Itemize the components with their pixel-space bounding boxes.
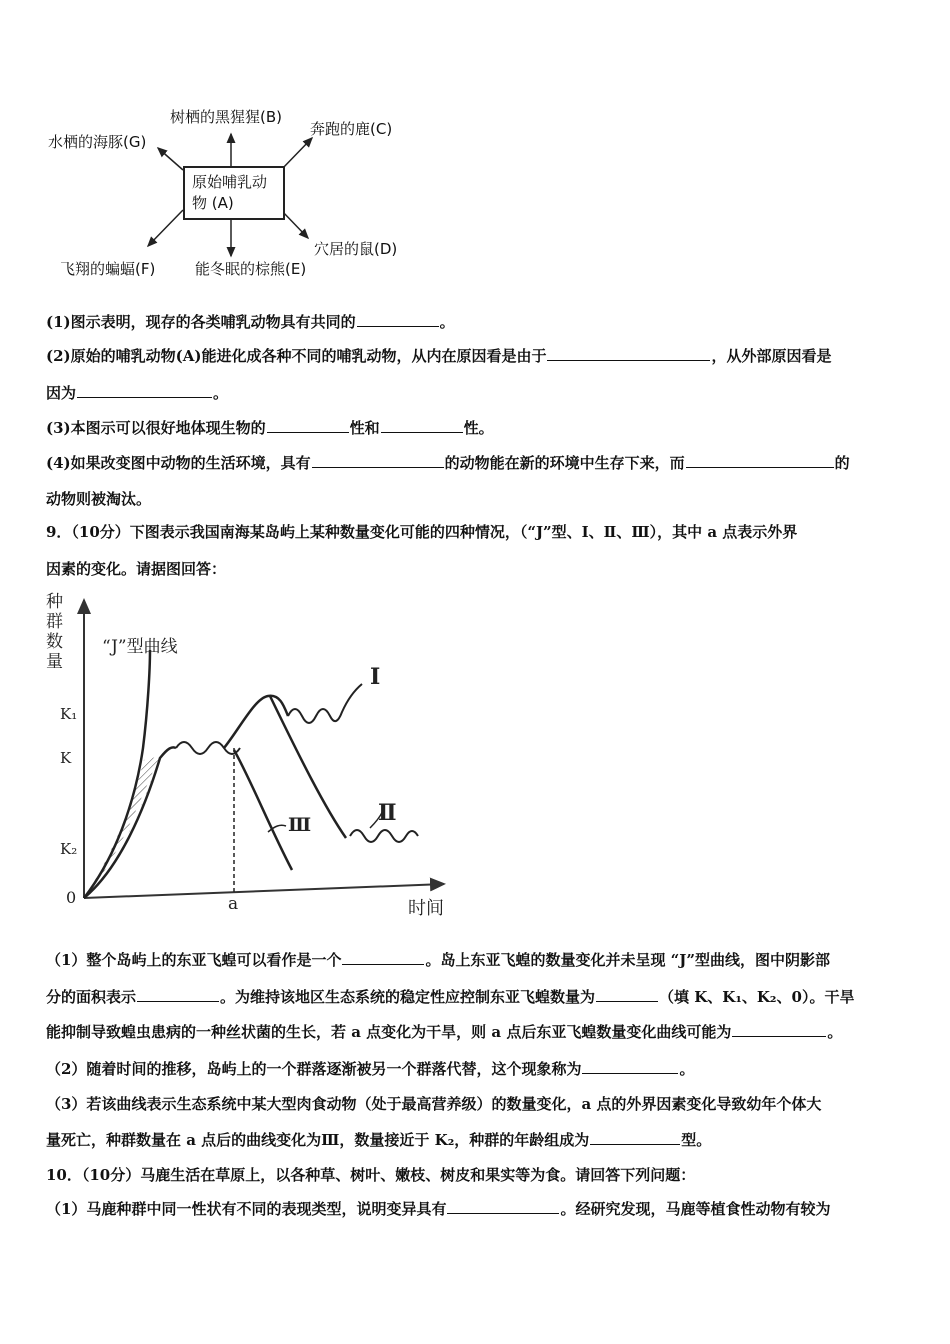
curve-I (224, 696, 288, 748)
q9-sub1-line3: 能抑制导致蝗虫患病的一种丝状菌的生长，若 a 点变化为干旱，则 a 点后东亚飞蝗数量变化曲线可能为 。 (46, 1023, 843, 1041)
answer-blank[interactable] (547, 346, 710, 361)
answer-blank[interactable] (267, 418, 349, 433)
answer-blank[interactable] (447, 1199, 559, 1214)
population-curves-figure (40, 588, 460, 928)
answer-blank[interactable] (582, 1059, 678, 1074)
label-dolphin: 水栖的海豚(G) (48, 133, 147, 151)
k-oscillation (176, 742, 240, 754)
answer-blank[interactable] (312, 453, 444, 468)
q9-heading-line2: 因素的变化。请据图回答： (46, 560, 227, 578)
answer-blank[interactable] (381, 418, 463, 433)
curve-III (234, 750, 292, 870)
q8-part1: (1)图示表明，现存的各类哺乳动物具有共同的 。 (46, 313, 455, 331)
q9-sub2: （2）随着时间的推移，岛屿上的一个群落逐渐被另一个群落代替，这个现象称为 。 (46, 1060, 695, 1078)
curve-II-oscillation (350, 830, 418, 842)
label-bat: 飞翔的蝙蝠(F) (60, 260, 156, 278)
answer-blank[interactable] (686, 453, 834, 468)
x-axis-label: 时间 (408, 898, 444, 919)
curve-III-label: Ⅲ (288, 814, 312, 836)
answer-blank[interactable] (357, 312, 439, 327)
arrow-to-C (281, 138, 312, 170)
center-label-line1: 原始哺乳动 (192, 173, 268, 191)
curve-II-label: Ⅱ (378, 800, 397, 826)
y-axis-label: 种群数量 (46, 592, 63, 672)
curve-I-label: Ⅰ (370, 664, 381, 690)
a-tick-label: a (228, 894, 239, 914)
k1-tick-label: K₁ (60, 705, 78, 723)
label-bear: 能冬眠的棕熊(E) (195, 260, 307, 278)
q8-part2: (2)原始的哺乳动物(A)能进化成各种不同的哺乳动物，从内在原因看是由于 ，从外部原因看是 (46, 347, 832, 365)
q8-part3: (3)本图示可以很好地体现生物的 性和 性。 (46, 419, 494, 437)
arrow-to-G (158, 148, 183, 170)
q9-sub1-line1: （1）整个岛屿上的东亚飞蝗可以看作是一个 。岛上东亚飞蝗的数量变化并未呈现 “J”型曲线，图中阴影部 (46, 951, 831, 969)
center-label-line2: 物 (A) (192, 194, 234, 212)
answer-blank[interactable] (596, 987, 658, 1002)
q10-sub1: （1）马鹿种群中同一性状有不同的表现类型，说明变异具有 。经研究发现，马鹿等植食性动物有较为 (46, 1200, 831, 1218)
arrow-to-F (148, 210, 183, 246)
q9-sub3-line1: （3）若该曲线表示生态系统中某大型肉食动物（处于最高营养级）的数量变化，a 点的外界因素变化导致幼年个体大 (46, 1095, 822, 1113)
q8-part4: (4)如果改变图中动物的生活环境，具有 的动物能在新的环境中生存下来，而 的 (46, 454, 850, 472)
curve-I-oscillation (288, 684, 362, 723)
q9-sub3-line2: 量死亡，种群数量在 a 点后的曲线变化为Ⅲ，数量接近于 K₂，种群的年龄组成为 型。 (46, 1131, 712, 1149)
arrow-to-D (281, 210, 308, 238)
answer-blank[interactable] (342, 950, 424, 965)
label-mouse: 穴居的鼠(D) (314, 240, 398, 258)
x-axis (84, 884, 444, 898)
q8-part2-cont: 因为 。 (46, 384, 229, 402)
q8-part4-cont: 动物则被淘汰。 (46, 490, 152, 508)
label-deer: 奔跑的鹿(C) (310, 120, 393, 138)
q9-sub1-line2: 分的面积表示 。为维持该地区生态系统的稳定性应控制东亚飞蝗数量为 （填 K、K₁、K₂、0）。干旱 (46, 988, 855, 1006)
answer-blank[interactable] (77, 383, 212, 398)
q9-heading-line1: 9．（10分）下图表示我国南海某岛屿上某种数量变化可能的四种情况，（“J”型、Ⅰ、Ⅱ、Ⅲ），其中 a 点表示外界 (46, 523, 798, 541)
answer-blank[interactable] (732, 1022, 826, 1037)
mammal-radiation-diagram (40, 98, 420, 288)
q10-heading: 10．（10分）马鹿生活在草原上，以各种草、树叶、嫩枝、树皮和果实等为食。请回答下列问题： (46, 1166, 696, 1184)
k-tick-label: K (60, 749, 72, 767)
ancestral-mammal-box (183, 166, 285, 220)
answer-blank[interactable] (590, 1130, 680, 1145)
label-chimpanzee: 树栖的黑猩猩(B) (170, 108, 282, 126)
j-curve-label: “J”型曲线 (102, 637, 178, 657)
k2-tick-label: K₂ (60, 840, 78, 858)
origin-label: 0 (66, 888, 77, 907)
answer-blank[interactable] (137, 987, 219, 1002)
